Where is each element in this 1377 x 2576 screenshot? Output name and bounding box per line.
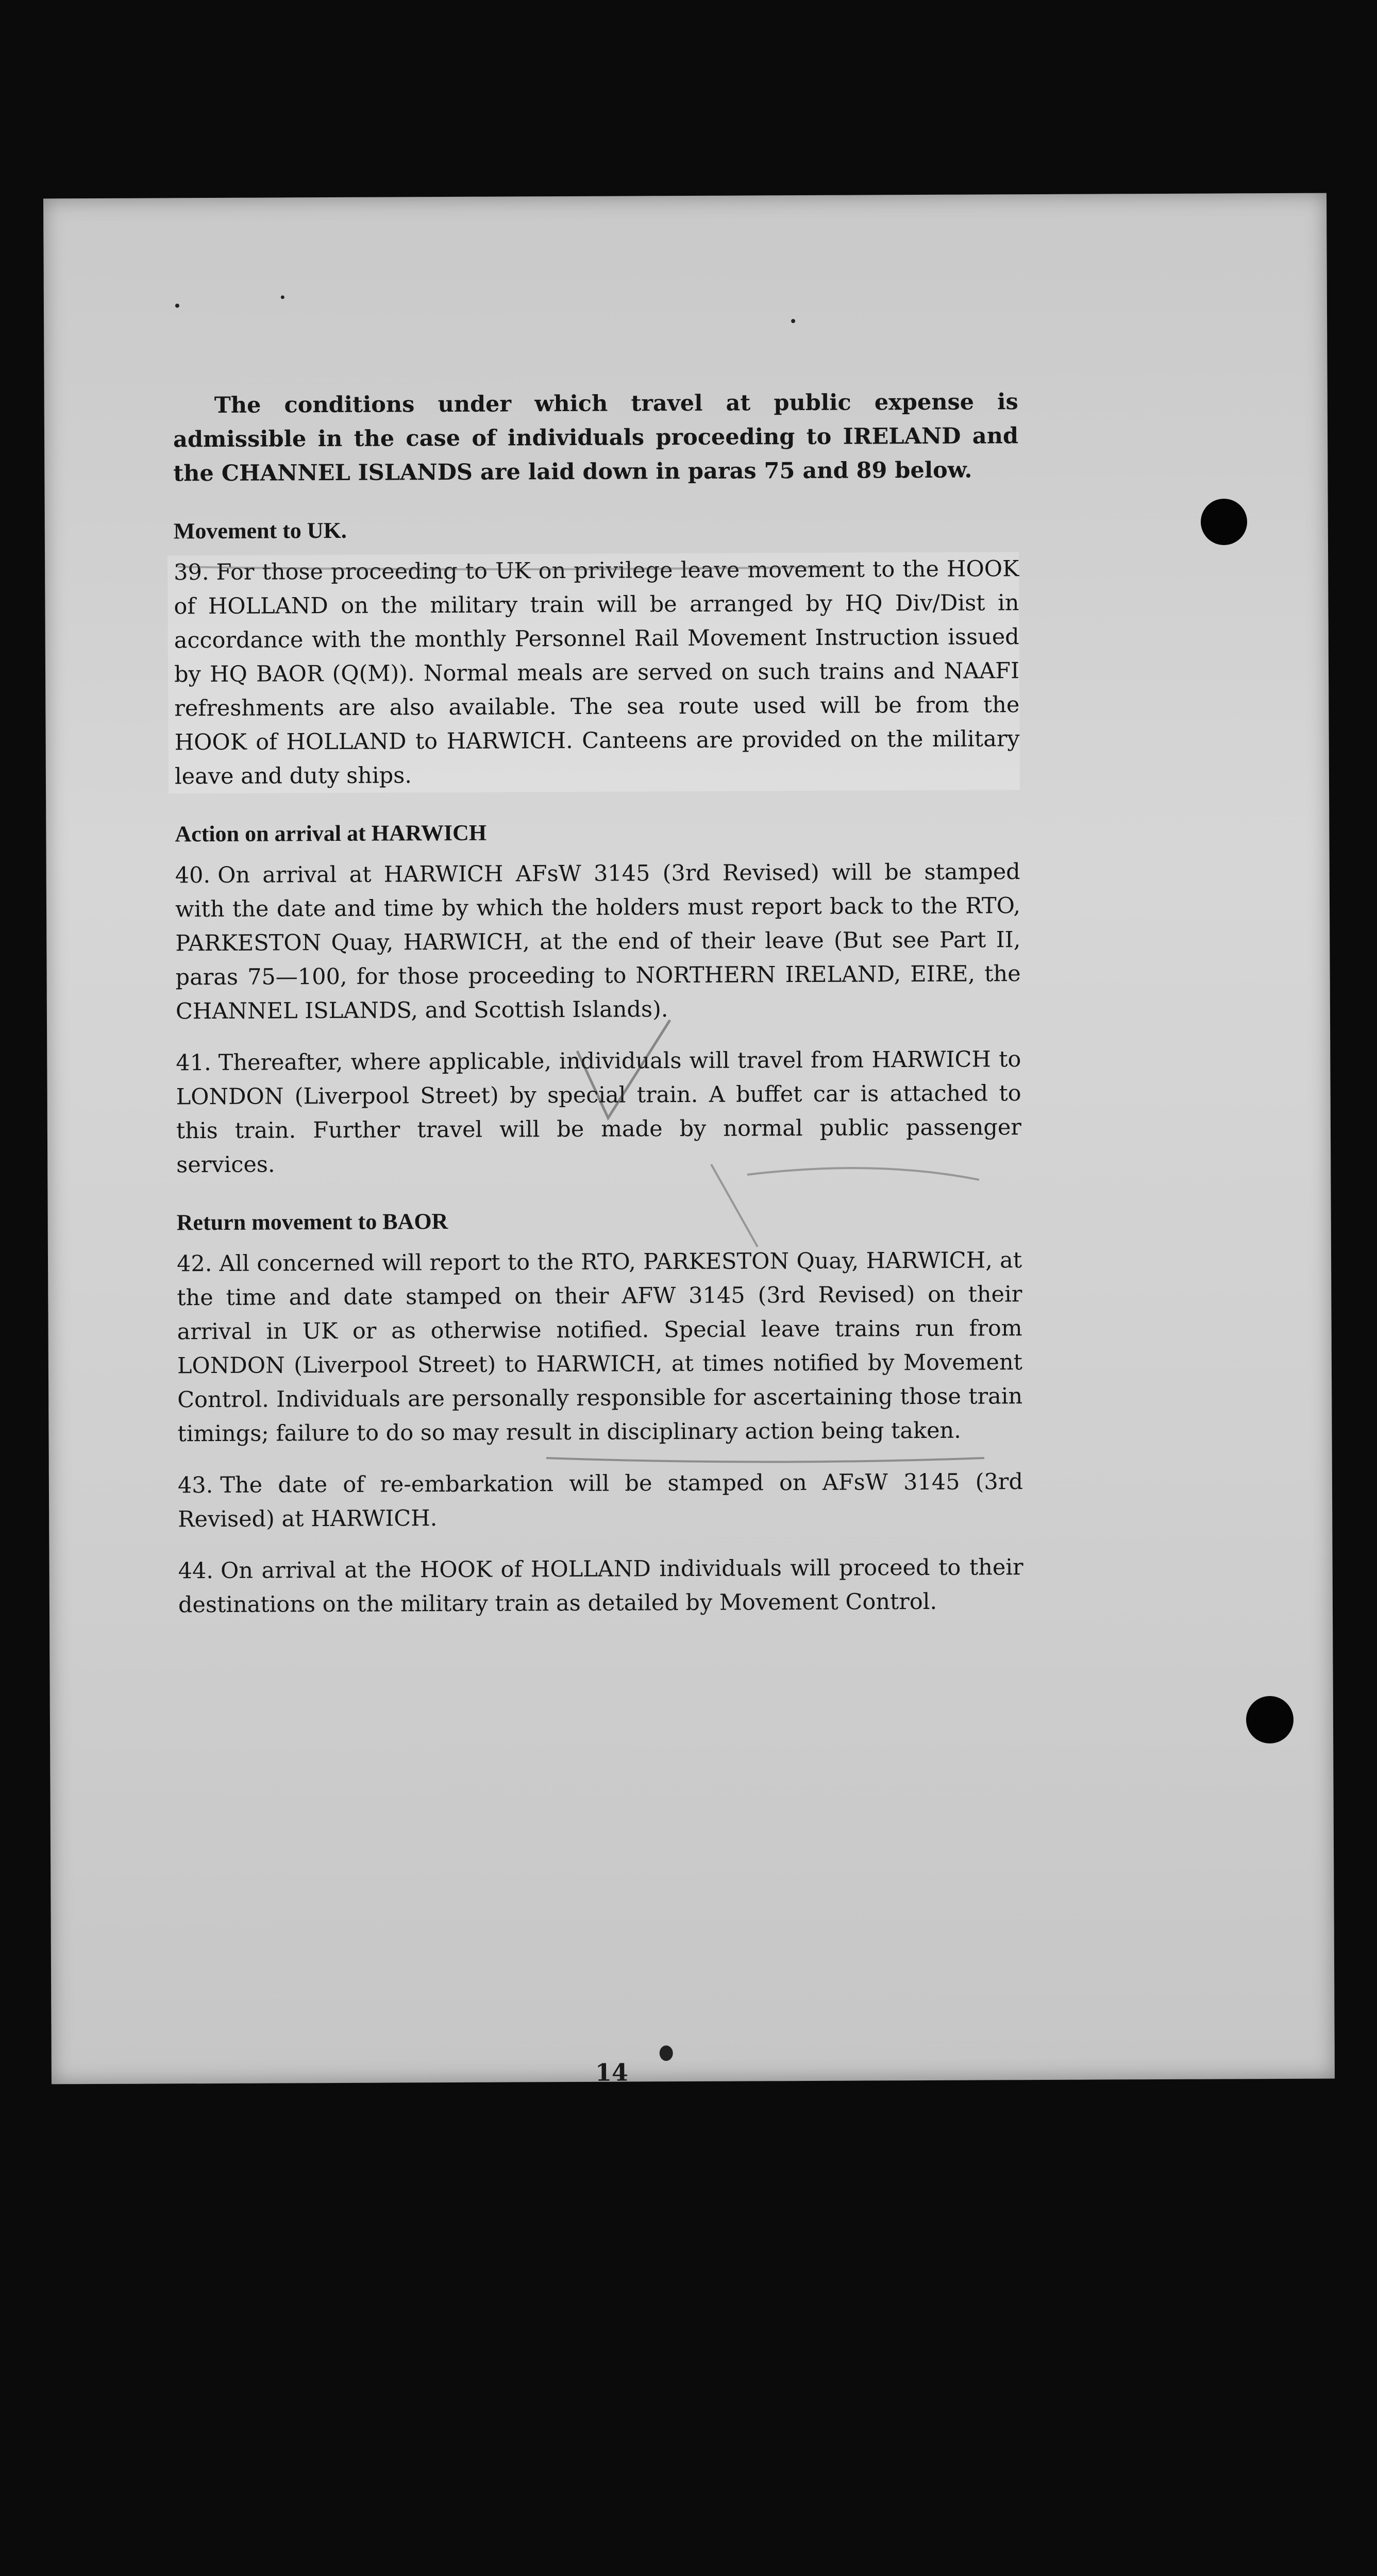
paragraph-text: For those proceeding to UK on privilege leave movement to the HOOK of HOLLAND on the military train will be arranged by HQ Div/Dist in accordance with the monthly Personnel Rail Movement Instruction issued by HQ BAOR (Q(M)). Normal meals are served on such trains and NAAFI refreshments are also available. The sea route used will be from the HOOK of HOLLAND to HARWICH. Canteens are provided on the military leave and duty ships. <box>174 556 1020 790</box>
punch-hole <box>1246 1696 1294 1743</box>
paragraph-text: All concerned will report to the RTO, PARKESTON Quay, HARWICH, at the time and date stamped on their AFW 3145 (3rd Revised) on their arrival in UK or as otherwise notified. Special leave trains run from LONDON (Liverpool Street) to HARWICH, at times notified by Movement Control. Individuals are personally responsible for ascertaining those train timings; failure to do so may result in disciplinary action being taken. <box>177 1247 1023 1447</box>
heading-movement-to-uk: Movement to UK. <box>173 517 347 544</box>
heading-action-on-arrival: Action on arrival at HARWICH <box>175 820 487 847</box>
ink-speck <box>791 319 795 323</box>
paragraph-text: On arrival at the HOOK of HOLLAND individuals will proceed to their destinations on the military train as detailed by Movement Control. <box>178 1554 1023 1618</box>
paragraph-text: Thereafter, where applicable, individuals will travel from HARWICH to LONDON (Liverpool Street) by special train. A buffet car is attached to this train. Further travel will be made by normal public passenger services. <box>176 1046 1022 1178</box>
paragraph-40 <box>175 855 1021 1028</box>
ink-speck <box>175 303 179 308</box>
paragraph-number: 44. <box>178 1558 214 1584</box>
document-page <box>43 193 1335 2087</box>
paragraph-number: 41. <box>176 1050 211 1076</box>
paragraph-number: 40. <box>175 862 211 889</box>
paragraph-text: On arrival at HARWICH AFsW 3145 (3rd Revised) will be stamped with the date and time by which the holders must report back to the RTO, PARKESTON Quay, HARWICH, at the end of their leave (But see Part II, paras 75—100, for those proceeding to NORTHERN IRELAND, EIRE, the CHANNEL ISLANDS, and Scottish Islands). <box>175 859 1021 1025</box>
paragraph-44 <box>178 1550 1024 1622</box>
punch-hole <box>1201 499 1247 545</box>
paragraph-39 <box>167 552 1020 793</box>
intro-paragraph: The conditions under which travel at public expense is admissible in the case of individuals proceeding to IRELAND and the CHANNEL ISLANDS are laid down in paras 75 and 89 below. <box>173 389 1019 487</box>
page-number: 14 <box>595 2058 629 2087</box>
paragraph-number: 42. <box>176 1251 212 1277</box>
paragraph-text: The date of re-embarkation will be stamped on AFsW 3145 (3rd Revised) at HARWICH. <box>178 1469 1023 1533</box>
paragraph-43 <box>178 1465 1023 1536</box>
paragraph-41 <box>176 1042 1021 1182</box>
ink-speck <box>660 2045 673 2061</box>
paragraph-42 <box>177 1243 1023 1451</box>
paragraph-number: 43. <box>177 1472 213 1499</box>
heading-return-movement: Return movement to BAOR <box>176 1209 448 1235</box>
page-body <box>173 385 1024 1639</box>
ink-speck <box>281 295 284 299</box>
paragraph-number: 39. <box>174 560 209 586</box>
